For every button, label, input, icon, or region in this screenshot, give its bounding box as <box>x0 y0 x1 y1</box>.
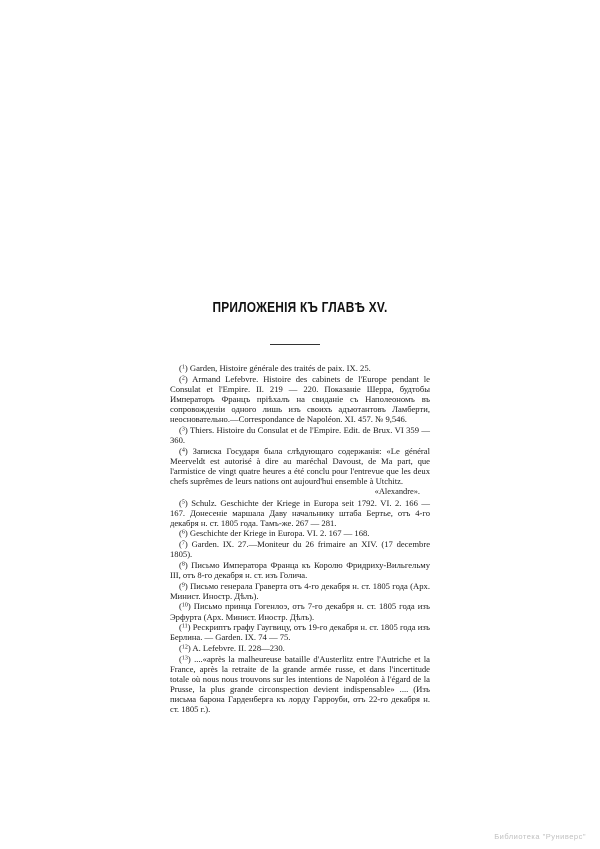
library-watermark: Библиотека "Руниверс" <box>494 832 586 841</box>
footnote: ($^4$) Записка Государя была слѣдующаго содержанія: «Le général Meerveldt est autorisé à dire au maréchal Davoust, de Ma part, que l'armistice de vingt quatre heures a été conclu pour l'entrevue que les deux chefs suprêmes de leurs nations ont aujourd'hui ensemble à Utchitz. <box>170 445 430 486</box>
footnote-text: Thiers. Histoire du Consulat et de l'Empire. Edit. de Brux. VI 359 — 360. <box>170 424 431 445</box>
footnote: ($^2$) Armand Lefebvre. Histoire des cabinets de l'Europe pendant le Consulat et l'Empire. II. 219 — 220. Показаніе Шерра, будтобы Императоръ Францъ пріѣхалъ на свиданіе съ Наполеономъ въ сопровожденіи одного лишь изъ своихъ адъютантовъ Ламберти, неосновательно.—Correspondance de Napoléon. XI. 457. № 9,546. <box>170 373 430 425</box>
footnote-text: Geschichte der Kriege in Europa. VI. 2. 167 — 168. <box>189 528 370 539</box>
footnote-mark: 8 <box>181 561 185 568</box>
footnote-mark: 3 <box>181 426 185 433</box>
footnote-text: Garden, Histoire générale des traités de paix. IX. 25. <box>189 363 371 373</box>
footnote-text: Письмо генерала Граверта отъ 4-го декабря н. ст. 1805 года (Арх. Минист. Иностр. Дѣлъ). <box>170 580 430 601</box>
footnote: ($^7$) Garden. IX. 27.—Moniteur du 26 frimaire an XIV. (17 decembre 1805). <box>170 539 431 560</box>
footnote-mark: 10 <box>181 602 188 609</box>
footnote-mark: 5 <box>181 499 185 505</box>
footnote-mark: 2 <box>181 375 185 382</box>
footnote-text: Записка Государя была слѣдующаго содержанія: «Le général Meerveldt est autorisé à dire au maréchal Davoust, de Ma part, que l'armistice de vingt quatre heures a été conclu pour l'entrevue que les deux chefs suprêmes de leurs nations ont aujourd'hui ensemble à Utchitz. <box>170 445 430 486</box>
footnote: ($^1$) Garden, Histoire générale des traités de paix. IX. 25. <box>179 363 371 373</box>
footnote-mark: 13 <box>181 655 188 662</box>
footnote-mark: 12 <box>181 644 188 651</box>
footnote-mark: 11 <box>181 623 188 630</box>
footnote-text: ....«après la malheureuse bataille d'Austerlitz entre l'Autriche et la France, après la retraite de la grande armée russe, et dans l'incertitude totale où nous nous trouvons sur les intentions de Napoléon à l'égard de la Prusse, la plus grande circonspection devient indispensable» .... (Изъ письма барона Гарденберга къ лорду Гарроуби, отъ 22-го декабря н. ст. 1805 г.). <box>170 653 430 715</box>
title-rule <box>270 344 320 345</box>
footnote-text: Письмо принца Гогенлоэ, отъ 7-го декабря н. ст. 1805 года изъ Эрфурта (Арх. Минист. Иностр. Дѣлъ). <box>170 601 430 622</box>
footnote-mark: 9 <box>181 582 185 589</box>
footnote-text: Schulz. Geschichte der Kriege in Europa seit 1792. VI. 2. 166 — 167. Донесеніе маршала Даву начальнику штаба Бертье, отъ 4-го декабря н. ст. 1805 года. Тамъ-же. 267 — 281. <box>170 497 430 528</box>
footnote: ($^3$) Thiers. Histoire du Consulat et de l'Empire. Edit. de Brux. VI 359 — 360. <box>170 424 431 445</box>
footnote: ($^{13}$) ....«après la malheureuse bataille d'Austerlitz entre l'Autriche et la France, après la retraite de la grande armée russe, et dans l'incertitude totale où nous nous trouvons sur les intentions de Napoléon à l'égard de la Prusse, la plus grande circonspection devient indispensable» .... (Изъ письма барона Гарденберга къ лорду Гарроуби, отъ 22-го декабря н. ст. 1805 г.). <box>170 653 430 715</box>
footnote-mark: 1 <box>181 364 185 371</box>
footnotes-list <box>170 363 430 715</box>
footnote-mark: 6 <box>181 529 185 536</box>
footnote-signature: «Alexandre». <box>374 486 420 496</box>
footnote-text: Garden. IX. 27.—Moniteur du 26 frimaire an XIV. (17 decembre 1805). <box>170 539 431 560</box>
footnote: ($^5$) Schulz. Geschichte der Kriege in Europa seit 1792. VI. 2. 166 — 167. Донесеніе маршала Даву начальнику штаба Бертье, отъ 4-го декабря н. ст. 1805 года. Тамъ-же. 267 — 281. <box>170 497 430 528</box>
footnote-text: Рескриптъ графу Гаугвицу, отъ 19-го декабря н. ст. 1805 года изъ Берлина. — Garden. IX. 74 — 75. <box>170 622 431 643</box>
footnote: ($^{12}$) A. Lefebvre. II. 228—230. <box>179 642 285 653</box>
footnote-mark: 4 <box>181 447 185 454</box>
footnote: ($^{11}$) Рескриптъ графу Гаугвицу, отъ 19-го декабря н. ст. 1805 года изъ Берлина. — Garden. IX. 74 — 75. <box>170 622 431 643</box>
footnote-text: A. Lefebvre. II. 228—230. <box>192 642 285 653</box>
footnote: ($^8$) Письмо Императора Франца къ Королю Фридриху-Вильгельму III, отъ 8-го декабря н. ст. изъ Голича. <box>170 559 430 580</box>
footnote: ($^6$) Geschichte der Kriege in Europa. VI. 2. 167 — 168. <box>179 528 370 539</box>
footnote: ($^9$) Письмо генерала Граверта отъ 4-го декабря н. ст. 1805 года (Арх. Минист. Иностр. Дѣлъ). <box>170 580 430 601</box>
footnote-mark: 7 <box>181 540 185 547</box>
page-title: ПРИЛОЖЕНІЯ КЪ ГЛАВѢ XV. <box>212 300 388 316</box>
footnote-text: Armand Lefebvre. Histoire des cabinets de l'Europe pendant le Consulat et l'Empire. II. 219 — 220. Показаніе Шерра, будтобы Императоръ Францъ пріѣхалъ на свиданіе съ Наполеономъ въ сопровожденіи одного лишь изъ своихъ адъютантовъ Ламберти, неосновательно.—Correspondance de Napoléon. XI. 457. № 9,546. <box>170 373 430 425</box>
footnote: ($^{10}$) Письмо принца Гогенлоэ, отъ 7-го декабря н. ст. 1805 года изъ Эрфурта (Арх. Минист. Иностр. Дѣлъ). <box>170 601 430 622</box>
footnote-text: Письмо Императора Франца къ Королю Фридриху-Вильгельму III, отъ 8-го декабря н. ст. изъ Голича. <box>170 559 430 580</box>
